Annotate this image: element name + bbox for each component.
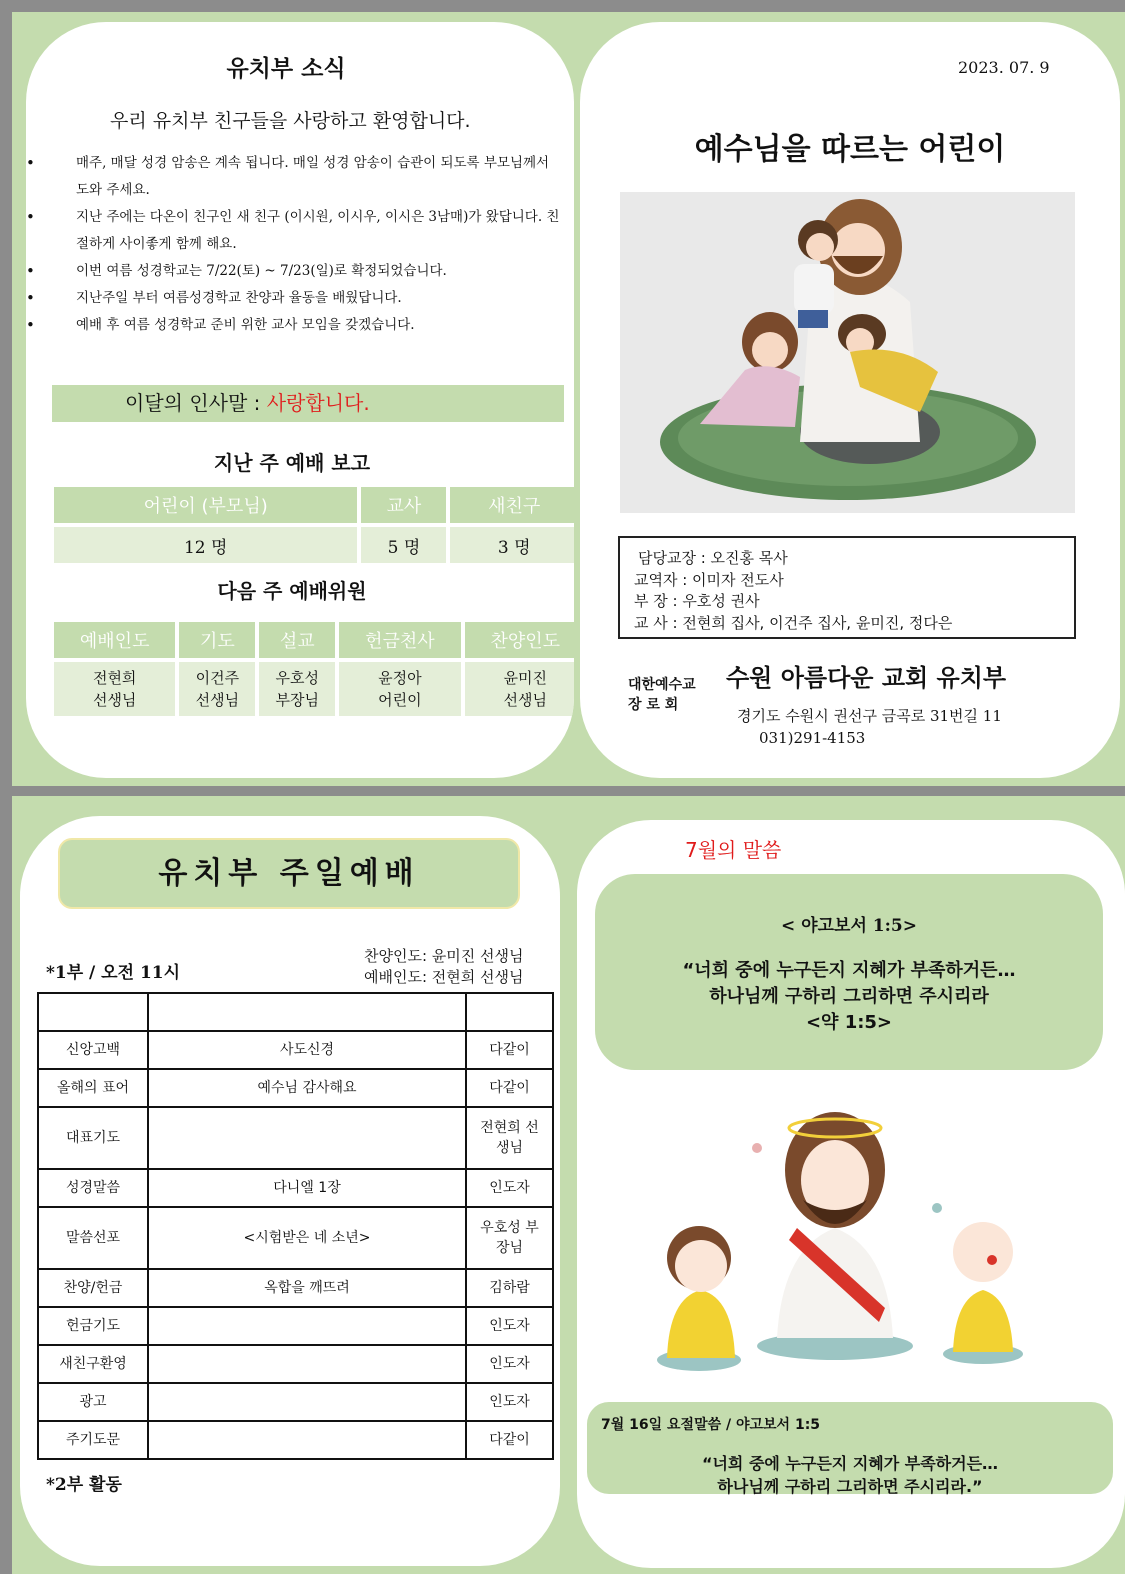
part1-label: *1부 / 오전 11시 [46,963,181,983]
greeting-label: 이달의 인사말 : [125,391,267,415]
table-cell [38,993,148,1031]
table-row [38,1269,553,1307]
address-line: 경기도 수원시 권선구 금곡로 31번길 11 [737,707,1002,725]
cover-panel [580,22,1120,778]
table-cell: 이건주 선생님 [179,662,255,716]
attendance-report-table [50,483,574,567]
verse-panel [577,820,1125,1568]
table-cell: 인도자 [466,1169,553,1207]
committee-title: 다음 주 예배위원 [217,579,367,603]
service-title: 유치부 주일예배 [58,838,520,909]
table-cell: 말씀선포 [38,1207,148,1269]
table-cell: 인도자 [466,1307,553,1345]
table-header: 예배인도 [54,622,175,658]
table-cell: 다니엘 1장 [148,1169,466,1207]
table-header: 기도 [179,622,255,658]
table-row [38,1307,553,1345]
table-cell: 윤정아 어린이 [339,662,460,716]
table-cell: 인도자 [466,1383,553,1421]
table-cell: 예수님 감사해요 [148,1069,466,1107]
table-cell: 헌금기도 [38,1307,148,1345]
table-row [38,1031,553,1069]
table-cell: 3 명 [450,527,574,563]
table-cell: 12 명 [54,527,357,563]
phone-number: 031)291-4153 [759,729,866,747]
table-header-row [54,622,574,658]
table-cell: 전현희 선생님 [466,1107,553,1169]
table-cell: 우호성 부장님 [466,1207,553,1269]
church-address [737,705,1002,749]
news-item: • 예배 후 여름 성경학교 준비 위한 교사 모임을 갖겠습니다. [26,312,566,339]
order-of-service-table [37,992,554,1460]
table-header: 새친구 [450,487,574,523]
table-row [38,993,553,1031]
table-cell [148,993,466,1031]
table-cell: 전현희 선생님 [54,662,175,716]
table-row [38,1421,553,1459]
staff-line: 교 사 : 전현희 집사, 이건주 집사, 윤미진, 정다은 [634,613,953,632]
cover-title: 예수님을 따르는 어린이 [694,132,1006,167]
memory-verse-box [587,1402,1113,1494]
staff-box [618,536,1076,639]
table-cell: 신앙고백 [38,1031,148,1069]
news-panel [26,22,574,778]
table-row [38,1107,553,1169]
denomination: 대한예수교 장 로 회 [628,677,696,713]
monthly-verse-box [595,874,1103,1070]
table-header: 교사 [361,487,446,523]
table-cell: 찬양/헌금 [38,1269,148,1307]
news-title: 유치부 소식 [226,56,346,82]
table-cell [148,1107,466,1169]
table-cell: 윤미진 선생님 [465,662,574,716]
staff-line: 교역자 : 이미자 전도사 [634,570,784,589]
praying-children-illustration [617,1108,1057,1388]
jesus-with-children-illustration [620,192,1075,513]
staff-line: 부 장 : 우호성 권사 [634,592,760,610]
greeting-value: 사랑합니다. [266,391,370,415]
table-cell: 사도신경 [148,1031,466,1069]
monthly-greeting [52,385,564,422]
news-list [26,150,566,339]
news-item: • 지난 주에는 다온이 친구인 새 친구 (이시원, 이시우, 이시은 3남매)가 왔답니다. 친절하게 사이좋게 함께 해요. [26,204,566,258]
table-cell: <시험받은 네 소년> [148,1207,466,1269]
praise-leader: 찬양인도: 윤미진 선생님 [364,947,524,965]
table-header: 찬양인도 [465,622,574,658]
table-cell: 인도자 [466,1345,553,1383]
table-cell: 올해의 표어 [38,1069,148,1107]
welcome-text: 우리 유치부 친구들을 사랑하고 환영합니다. [110,110,471,132]
table-row [38,1069,553,1107]
table-row [38,1169,553,1207]
news-item: • 이번 여름 성경학교는 7/22(토) ~ 7/23(일)로 확정되었습니다. [26,258,566,285]
table-cell [148,1345,466,1383]
verse-text: “너희 중에 누구든지 지혜가 부족하거든… 하나님께 구하리 그리하면 주시리라 <약 1:5> [682,960,1016,1033]
table-header: 어린이 (부모님) [54,487,357,523]
table-row [38,1207,553,1269]
table-cell: 5 명 [361,527,446,563]
memory-verse-title: 7월 16일 요절말씀 / 야고보서 1:5 [601,1417,821,1433]
table-cell: 다같이 [466,1069,553,1107]
news-item: • 매주, 매달 성경 암송은 계속 됩니다. 매일 성경 암송이 습관이 되도록 부모님께서 도와 주세요. [26,150,566,204]
service-panel [20,816,560,1566]
table-row [54,527,574,563]
table-cell [466,993,553,1031]
monthly-verse-heading: 7월의 말씀 [685,838,782,862]
table-cell: 다같이 [466,1421,553,1459]
table-cell: 옥합을 깨뜨려 [148,1269,466,1307]
table-cell [148,1421,466,1459]
news-item: • 지난주일 부터 여름성경학교 찬양과 율동을 배웠답니다. [26,285,566,312]
worship-leader: 예배인도: 전현희 선생님 [364,968,524,986]
bulletin-sheet-inside [12,796,1125,1574]
table-cell: 다같이 [466,1031,553,1069]
part2-label: *2부 활동 [46,1475,122,1495]
table-cell: 대표기도 [38,1107,148,1169]
table-row [38,1345,553,1383]
table-header: 설교 [259,622,335,658]
table-cell: 주기도문 [38,1421,148,1459]
table-cell: 새친구환영 [38,1345,148,1383]
service-leaders [364,946,524,988]
memory-verse-text: “너희 중에 누구든지 지혜가 부족하거든… 하나님께 구하리 그리하면 주시리라.” [701,1454,999,1496]
bulletin-date: 2023. 07. 9 [958,58,1050,77]
table-cell: 광고 [38,1383,148,1421]
table-cell: 성경말씀 [38,1169,148,1207]
staff-line: 담당교장 : 오진홍 목사 [638,549,788,567]
table-row [38,1383,553,1421]
table-cell: 김하람 [466,1269,553,1307]
table-header: 헌금천사 [339,622,460,658]
table-cell [148,1307,466,1345]
table-row [54,662,574,716]
bulletin-sheet-front [12,12,1125,786]
committee-table [50,618,574,720]
verse-reference: < 야고보서 1:5> [781,916,917,936]
report-title: 지난 주 예배 보고 [213,451,371,475]
table-cell: 우호성 부장님 [259,662,335,716]
table-cell [148,1383,466,1421]
table-header-row [54,487,574,523]
church-name: 수원 아름다운 교회 유치부 [726,664,1007,692]
